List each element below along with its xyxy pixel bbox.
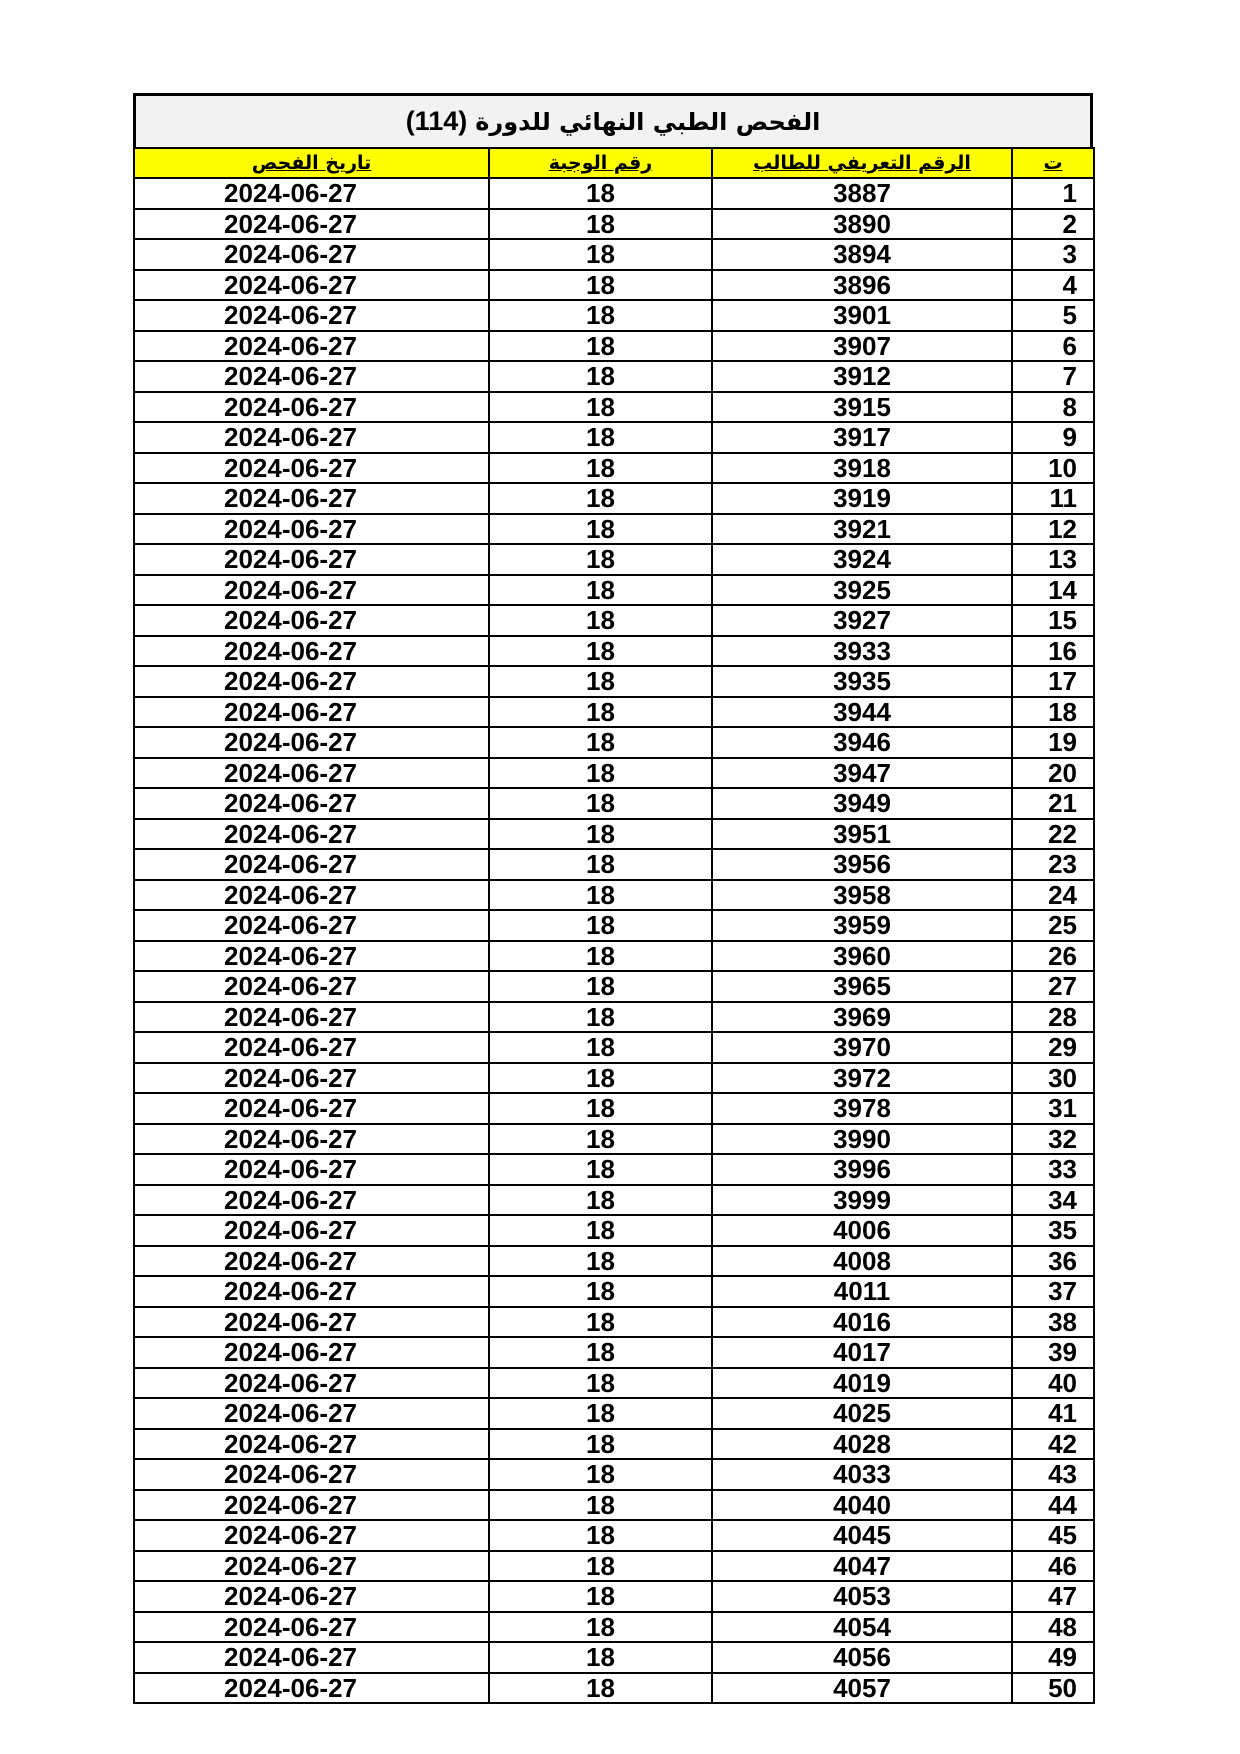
cell-batch-number: 18: [489, 1124, 712, 1155]
cell-exam-date: 2024-06-27: [134, 941, 489, 972]
cell-student-id: 3949: [712, 788, 1012, 819]
cell-sequence: 21: [1012, 788, 1094, 819]
cell-student-id: 3959: [712, 910, 1012, 941]
cell-exam-date: 2024-06-27: [134, 819, 489, 850]
cell-sequence: 4: [1012, 270, 1094, 301]
table-row: [134, 1093, 1094, 1124]
table-row: [134, 1002, 1094, 1033]
cell-student-id: 3996: [712, 1154, 1012, 1185]
table-row: [134, 178, 1094, 209]
cell-student-id: 3970: [712, 1032, 1012, 1063]
column-header-exam-date: تاريخ الفحص: [134, 148, 489, 178]
cell-batch-number: 18: [489, 422, 712, 453]
cell-exam-date: 2024-06-27: [134, 605, 489, 636]
column-header-student-id: الرقم التعريفي للطالب: [712, 148, 1012, 178]
cell-student-id: 3912: [712, 361, 1012, 392]
table-row: [134, 1276, 1094, 1307]
cell-batch-number: 18: [489, 178, 712, 209]
cell-sequence: 26: [1012, 941, 1094, 972]
cell-exam-date: 2024-06-27: [134, 270, 489, 301]
cell-batch-number: 18: [489, 514, 712, 545]
cell-batch-number: 18: [489, 971, 712, 1002]
cell-student-id: 3907: [712, 331, 1012, 362]
cell-exam-date: 2024-06-27: [134, 514, 489, 545]
cell-batch-number: 18: [489, 1154, 712, 1185]
cell-batch-number: 18: [489, 1093, 712, 1124]
cell-student-id: 3915: [712, 392, 1012, 423]
table-row: [134, 1520, 1094, 1551]
table-row: [134, 1063, 1094, 1094]
cell-batch-number: 18: [489, 1642, 712, 1673]
table-row: [134, 1246, 1094, 1277]
cell-batch-number: 18: [489, 575, 712, 606]
cell-exam-date: 2024-06-27: [134, 1642, 489, 1673]
cell-batch-number: 18: [489, 331, 712, 362]
cell-batch-number: 18: [489, 1002, 712, 1033]
cell-exam-date: 2024-06-27: [134, 788, 489, 819]
cell-batch-number: 18: [489, 880, 712, 911]
table-row: [134, 422, 1094, 453]
table-row: [134, 453, 1094, 484]
table-row: [134, 1215, 1094, 1246]
cell-exam-date: 2024-06-27: [134, 1398, 489, 1429]
cell-student-id: 4040: [712, 1490, 1012, 1521]
cell-batch-number: 18: [489, 1215, 712, 1246]
cell-exam-date: 2024-06-27: [134, 1093, 489, 1124]
cell-exam-date: 2024-06-27: [134, 1276, 489, 1307]
cell-exam-date: 2024-06-27: [134, 361, 489, 392]
cell-exam-date: 2024-06-27: [134, 544, 489, 575]
cell-student-id: 3918: [712, 453, 1012, 484]
cell-student-id: 3890: [712, 209, 1012, 240]
cell-sequence: 12: [1012, 514, 1094, 545]
cell-student-id: 4025: [712, 1398, 1012, 1429]
cell-sequence: 35: [1012, 1215, 1094, 1246]
cell-batch-number: 18: [489, 849, 712, 880]
cell-exam-date: 2024-06-27: [134, 1520, 489, 1551]
cell-exam-date: 2024-06-27: [134, 1490, 489, 1521]
cell-batch-number: 18: [489, 1581, 712, 1612]
exam-sheet: [133, 93, 1093, 1704]
cell-batch-number: 18: [489, 1276, 712, 1307]
cell-sequence: 38: [1012, 1307, 1094, 1338]
cell-exam-date: 2024-06-27: [134, 697, 489, 728]
table-row: [134, 697, 1094, 728]
cell-exam-date: 2024-06-27: [134, 1246, 489, 1277]
cell-student-id: 4028: [712, 1429, 1012, 1460]
cell-student-id: 3958: [712, 880, 1012, 911]
table-row: [134, 666, 1094, 697]
cell-exam-date: 2024-06-27: [134, 178, 489, 209]
cell-student-id: 3946: [712, 727, 1012, 758]
cell-sequence: 9: [1012, 422, 1094, 453]
table-row: [134, 849, 1094, 880]
cell-student-id: 3921: [712, 514, 1012, 545]
cell-sequence: 44: [1012, 1490, 1094, 1521]
cell-student-id: 3924: [712, 544, 1012, 575]
cell-batch-number: 18: [489, 819, 712, 850]
cell-student-id: 4053: [712, 1581, 1012, 1612]
cell-exam-date: 2024-06-27: [134, 1124, 489, 1155]
cell-sequence: 31: [1012, 1093, 1094, 1124]
table-row: [134, 1185, 1094, 1216]
cell-batch-number: 18: [489, 1246, 712, 1277]
cell-student-id: 4033: [712, 1459, 1012, 1490]
cell-student-id: 4008: [712, 1246, 1012, 1277]
cell-batch-number: 18: [489, 910, 712, 941]
cell-exam-date: 2024-06-27: [134, 1673, 489, 1704]
cell-sequence: 39: [1012, 1337, 1094, 1368]
table-row: [134, 1673, 1094, 1704]
cell-batch-number: 18: [489, 605, 712, 636]
table-row: [134, 392, 1094, 423]
cell-sequence: 14: [1012, 575, 1094, 606]
cell-sequence: 22: [1012, 819, 1094, 850]
cell-batch-number: 18: [489, 392, 712, 423]
cell-student-id: 4011: [712, 1276, 1012, 1307]
cell-student-id: 4016: [712, 1307, 1012, 1338]
cell-student-id: 3925: [712, 575, 1012, 606]
cell-exam-date: 2024-06-27: [134, 636, 489, 667]
cell-batch-number: 18: [489, 1612, 712, 1643]
cell-batch-number: 18: [489, 1307, 712, 1338]
cell-batch-number: 18: [489, 209, 712, 240]
cell-sequence: 29: [1012, 1032, 1094, 1063]
cell-exam-date: 2024-06-27: [134, 971, 489, 1002]
cell-batch-number: 18: [489, 1673, 712, 1704]
cell-sequence: 30: [1012, 1063, 1094, 1094]
cell-exam-date: 2024-06-27: [134, 880, 489, 911]
cell-exam-date: 2024-06-27: [134, 483, 489, 514]
cell-student-id: 3972: [712, 1063, 1012, 1094]
table-row: [134, 605, 1094, 636]
cell-student-id: 3969: [712, 1002, 1012, 1033]
cell-batch-number: 18: [489, 758, 712, 789]
cell-batch-number: 18: [489, 1398, 712, 1429]
cell-student-id: 3947: [712, 758, 1012, 789]
cell-sequence: 1: [1012, 178, 1094, 209]
cell-sequence: 13: [1012, 544, 1094, 575]
cell-sequence: 3: [1012, 239, 1094, 270]
cell-exam-date: 2024-06-27: [134, 1063, 489, 1094]
cell-exam-date: 2024-06-27: [134, 849, 489, 880]
cell-sequence: 36: [1012, 1246, 1094, 1277]
table-row: [134, 1398, 1094, 1429]
cell-student-id: 3887: [712, 178, 1012, 209]
table-row: [134, 819, 1094, 850]
cell-batch-number: 18: [489, 1429, 712, 1460]
cell-exam-date: 2024-06-27: [134, 453, 489, 484]
cell-student-id: 4045: [712, 1520, 1012, 1551]
cell-exam-date: 2024-06-27: [134, 1459, 489, 1490]
table-row: [134, 758, 1094, 789]
table-header: [134, 148, 1094, 178]
table-row: [134, 1612, 1094, 1643]
cell-exam-date: 2024-06-27: [134, 239, 489, 270]
cell-student-id: 3965: [712, 971, 1012, 1002]
cell-exam-date: 2024-06-27: [134, 1551, 489, 1582]
table-row: [134, 1551, 1094, 1582]
cell-student-id: 3894: [712, 239, 1012, 270]
cell-student-id: 4047: [712, 1551, 1012, 1582]
table-row: [134, 209, 1094, 240]
cell-exam-date: 2024-06-27: [134, 758, 489, 789]
cell-student-id: 3960: [712, 941, 1012, 972]
cell-exam-date: 2024-06-27: [134, 331, 489, 362]
cell-batch-number: 18: [489, 1337, 712, 1368]
table-row: [134, 270, 1094, 301]
table-row: [134, 361, 1094, 392]
cell-batch-number: 18: [489, 544, 712, 575]
cell-exam-date: 2024-06-27: [134, 1307, 489, 1338]
cell-sequence: 41: [1012, 1398, 1094, 1429]
cell-sequence: 17: [1012, 666, 1094, 697]
cell-student-id: 3944: [712, 697, 1012, 728]
table-row: [134, 1154, 1094, 1185]
cell-batch-number: 18: [489, 239, 712, 270]
cell-student-id: 3896: [712, 270, 1012, 301]
cell-sequence: 42: [1012, 1429, 1094, 1460]
cell-exam-date: 2024-06-27: [134, 666, 489, 697]
cell-exam-date: 2024-06-27: [134, 1337, 489, 1368]
cell-student-id: 3978: [712, 1093, 1012, 1124]
cell-student-id: 3935: [712, 666, 1012, 697]
table-row: [134, 1307, 1094, 1338]
cell-sequence: 15: [1012, 605, 1094, 636]
cell-exam-date: 2024-06-27: [134, 1185, 489, 1216]
cell-batch-number: 18: [489, 727, 712, 758]
header-row: [134, 148, 1094, 178]
table-row: [134, 544, 1094, 575]
cell-sequence: 50: [1012, 1673, 1094, 1704]
cell-student-id: 4056: [712, 1642, 1012, 1673]
cell-sequence: 37: [1012, 1276, 1094, 1307]
cell-sequence: 10: [1012, 453, 1094, 484]
cell-batch-number: 18: [489, 636, 712, 667]
cell-student-id: 3990: [712, 1124, 1012, 1155]
cell-student-id: 4057: [712, 1673, 1012, 1704]
table-row: [134, 1124, 1094, 1155]
cell-sequence: 48: [1012, 1612, 1094, 1643]
table-row: [134, 788, 1094, 819]
cell-sequence: 45: [1012, 1520, 1094, 1551]
cell-batch-number: 18: [489, 1063, 712, 1094]
cell-student-id: 4054: [712, 1612, 1012, 1643]
cell-sequence: 25: [1012, 910, 1094, 941]
table-row: [134, 1368, 1094, 1399]
cell-sequence: 20: [1012, 758, 1094, 789]
cell-batch-number: 18: [489, 697, 712, 728]
cell-exam-date: 2024-06-27: [134, 422, 489, 453]
cell-batch-number: 18: [489, 1520, 712, 1551]
cell-batch-number: 18: [489, 666, 712, 697]
cell-sequence: 49: [1012, 1642, 1094, 1673]
cell-exam-date: 2024-06-27: [134, 1215, 489, 1246]
table-row: [134, 239, 1094, 270]
table-body: [134, 178, 1094, 1703]
title-text: الفحص الطبي النهائي للدورة: [475, 107, 821, 136]
table-row: [134, 880, 1094, 911]
cell-batch-number: 18: [489, 270, 712, 301]
table-row: [134, 1581, 1094, 1612]
cell-student-id: 3927: [712, 605, 1012, 636]
cell-sequence: 43: [1012, 1459, 1094, 1490]
cell-student-id: 3917: [712, 422, 1012, 453]
cell-sequence: 47: [1012, 1581, 1094, 1612]
table-row: [134, 1459, 1094, 1490]
page-title: [133, 93, 1093, 147]
results-table: [133, 147, 1095, 1704]
table-row: [134, 331, 1094, 362]
column-header-batch-number: رقم الوجبة: [489, 148, 712, 178]
cell-exam-date: 2024-06-27: [134, 1032, 489, 1063]
table-row: [134, 727, 1094, 758]
cell-batch-number: 18: [489, 1459, 712, 1490]
table-row: [134, 1490, 1094, 1521]
cell-exam-date: 2024-06-27: [134, 300, 489, 331]
cell-batch-number: 18: [489, 941, 712, 972]
cell-batch-number: 18: [489, 1551, 712, 1582]
cell-sequence: 16: [1012, 636, 1094, 667]
cell-exam-date: 2024-06-27: [134, 1612, 489, 1643]
cell-sequence: 40: [1012, 1368, 1094, 1399]
cell-student-id: 3919: [712, 483, 1012, 514]
table-row: [134, 300, 1094, 331]
cell-batch-number: 18: [489, 361, 712, 392]
cell-exam-date: 2024-06-27: [134, 1368, 489, 1399]
column-header-sequence: ت: [1012, 148, 1094, 178]
cell-sequence: 18: [1012, 697, 1094, 728]
cell-sequence: 46: [1012, 1551, 1094, 1582]
table-row: [134, 636, 1094, 667]
table-row: [134, 910, 1094, 941]
cell-sequence: 28: [1012, 1002, 1094, 1033]
cell-exam-date: 2024-06-27: [134, 1581, 489, 1612]
cell-batch-number: 18: [489, 1368, 712, 1399]
cell-sequence: 6: [1012, 331, 1094, 362]
cell-batch-number: 18: [489, 1185, 712, 1216]
cell-exam-date: 2024-06-27: [134, 575, 489, 606]
cell-student-id: 4019: [712, 1368, 1012, 1399]
cell-sequence: 2: [1012, 209, 1094, 240]
cell-exam-date: 2024-06-27: [134, 209, 489, 240]
table-row: [134, 1032, 1094, 1063]
cell-sequence: 32: [1012, 1124, 1094, 1155]
cell-sequence: 7: [1012, 361, 1094, 392]
cell-exam-date: 2024-06-27: [134, 392, 489, 423]
table-row: [134, 971, 1094, 1002]
cell-batch-number: 18: [489, 483, 712, 514]
cell-sequence: 33: [1012, 1154, 1094, 1185]
cell-batch-number: 18: [489, 453, 712, 484]
cell-sequence: 5: [1012, 300, 1094, 331]
table-row: [134, 941, 1094, 972]
cell-batch-number: 18: [489, 1032, 712, 1063]
cell-student-id: 3956: [712, 849, 1012, 880]
cell-sequence: 11: [1012, 483, 1094, 514]
cell-student-id: 4017: [712, 1337, 1012, 1368]
cell-student-id: 3999: [712, 1185, 1012, 1216]
table-row: [134, 483, 1094, 514]
table-row: [134, 1337, 1094, 1368]
cell-exam-date: 2024-06-27: [134, 1002, 489, 1033]
cell-student-id: 3901: [712, 300, 1012, 331]
cell-batch-number: 18: [489, 1490, 712, 1521]
cell-sequence: 34: [1012, 1185, 1094, 1216]
cell-exam-date: 2024-06-27: [134, 727, 489, 758]
cell-exam-date: 2024-06-27: [134, 1154, 489, 1185]
cell-student-id: 3951: [712, 819, 1012, 850]
cell-sequence: 19: [1012, 727, 1094, 758]
cell-sequence: 27: [1012, 971, 1094, 1002]
title-course-number: (114): [405, 106, 468, 136]
cell-exam-date: 2024-06-27: [134, 910, 489, 941]
table-row: [134, 1642, 1094, 1673]
cell-batch-number: 18: [489, 300, 712, 331]
cell-exam-date: 2024-06-27: [134, 1429, 489, 1460]
table-row: [134, 514, 1094, 545]
cell-sequence: 23: [1012, 849, 1094, 880]
cell-batch-number: 18: [489, 788, 712, 819]
cell-sequence: 24: [1012, 880, 1094, 911]
table-row: [134, 1429, 1094, 1460]
cell-sequence: 8: [1012, 392, 1094, 423]
cell-student-id: 3933: [712, 636, 1012, 667]
table-row: [134, 575, 1094, 606]
cell-student-id: 4006: [712, 1215, 1012, 1246]
